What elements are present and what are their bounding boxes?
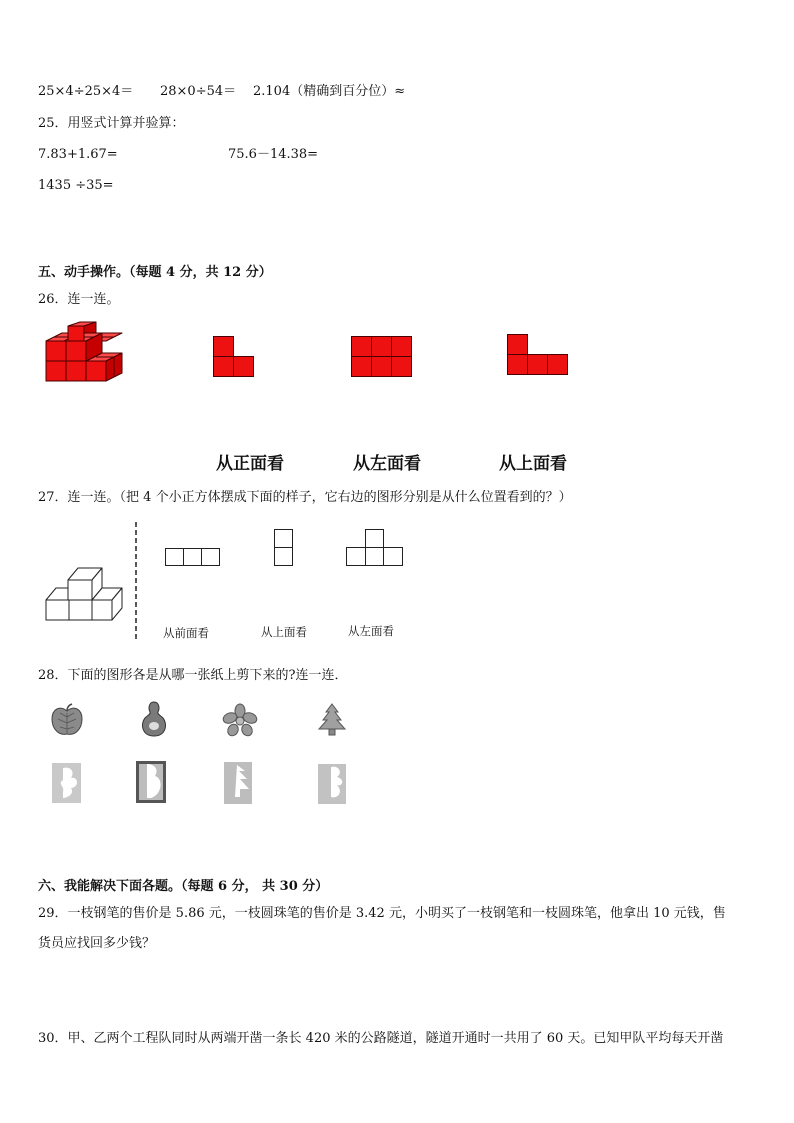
q30-line-1: 30．甲、乙两个工程队同时从两端开凿一条长 420 米的公路隧道，隧道开通时一共用了 60 天。已知甲队平均每天开凿: [38, 1031, 724, 1046]
paper-cutout-2: [135, 760, 167, 804]
q25-expr-3: 1435 ÷35=: [38, 178, 114, 193]
q26-label-top: 从上面看: [499, 454, 567, 474]
q29-line-2: 货员应找回多少钱？: [38, 936, 156, 951]
paper-cutout-3: [223, 761, 255, 805]
dashed-divider: [134, 522, 138, 640]
tree-shape-icon: [316, 703, 348, 737]
q25-expr-2: 75.6－14.38=: [228, 147, 319, 162]
q26-label-front: 从正面看: [216, 454, 284, 474]
view-three-row: [165, 548, 221, 567]
paper-cutout-4: [317, 763, 349, 805]
q26-title: 26．连一连。: [38, 292, 120, 307]
q26-label-left: 从左面看: [353, 454, 421, 474]
flower-shape-icon: [222, 703, 258, 737]
q27-title: 27．连一连。（把 4 个小正方体摆成下面的样子，它右边的图形分别是从什么位置看到的？）: [38, 490, 572, 505]
red-view-rectangle: [351, 336, 413, 378]
section-6-title: 六、我能解决下面各题。（每题 6 分， 共 30 分）: [38, 879, 329, 894]
q24-expr-2: 28×0÷54＝: [160, 84, 237, 99]
view-two-column: [274, 529, 294, 567]
paper-cutout-1: [51, 762, 83, 804]
section-5-title: 五、动手操作。（每题 4 分，共 12 分）: [38, 265, 272, 280]
red-cube-figure: [40, 320, 130, 386]
q24-expr-1: 25×4÷25×4＝: [38, 84, 134, 99]
white-cube-figure: [44, 566, 124, 626]
q28-title: 28．下面的图形各是从哪一张纸上剪下来的?连一连．: [38, 668, 348, 683]
q25-expr-1: 7.83+1.67=: [38, 147, 118, 162]
q27-label-top: 从上面看: [261, 625, 307, 639]
view-t-shape: [346, 529, 404, 567]
q25-title: 25．用竖式计算并验算：: [38, 116, 185, 131]
q29-line-1: 29．一枝钢笔的售价是 5.86 元，一枝圆珠笔的售价是 3.42 元，小明买了一枝钢笔和一枝圆珠笔，他拿出 10 元钱，售: [38, 906, 726, 921]
q24-expr-3: 2.104（精确到百分位）≈: [253, 84, 406, 99]
gourd-shape-icon: [139, 700, 169, 738]
q27-label-front: 从前面看: [163, 626, 209, 640]
red-view-l-shape: [213, 336, 255, 378]
red-view-long-l-shape: [507, 334, 569, 376]
q27-label-left: 从左面看: [348, 624, 394, 638]
apple-shape-icon: [50, 703, 84, 737]
